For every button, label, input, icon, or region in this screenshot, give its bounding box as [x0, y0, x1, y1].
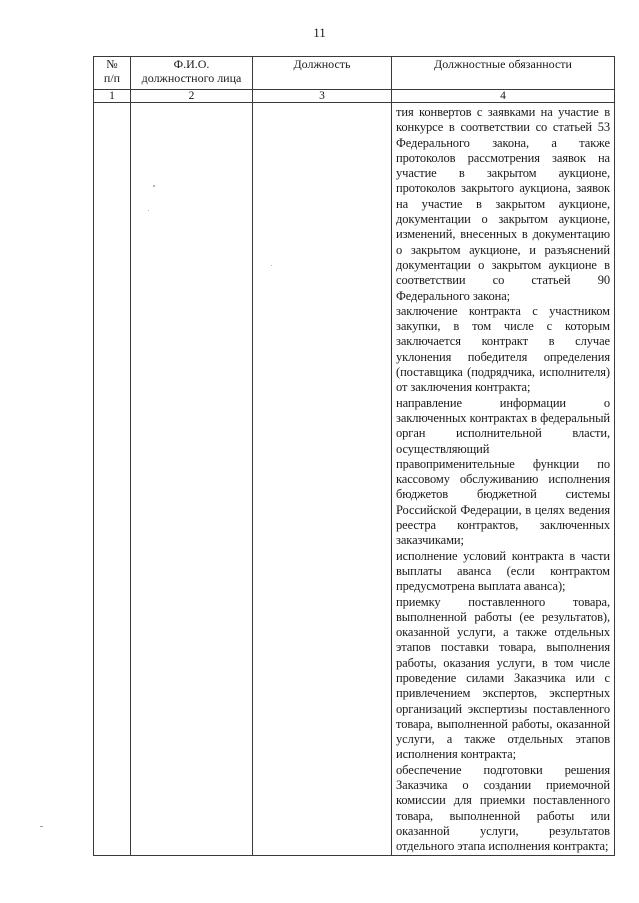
cell-position	[253, 103, 392, 856]
scan-speck	[271, 265, 272, 266]
header-position	[253, 57, 392, 90]
column-number-2: 2	[131, 90, 253, 103]
table-row	[94, 103, 615, 856]
header-label: Должность	[293, 57, 351, 71]
duty-item: заключение контракта с участником закупки, в том числе с которым заключается контракт в случае уклонения победителя определения (поставщика (подрядчика, исполнителя) от заключения контракта;	[396, 303, 610, 395]
duty-item: исполнение условий контракта в части выплаты аванса (если контрактом предусмотрена выплата аванса);	[396, 548, 610, 594]
duty-item: обеспечение подготовки решения Заказчика о создании приемочной комиссии для приемки поставленного товара, выполненной работы или оказанной услуги, результатов отдельного этапа исполнения контракта;	[396, 762, 610, 854]
page-number: 11	[313, 25, 326, 40]
header-label: Ф.И.О. должностного лица	[141, 57, 242, 85]
cell-full-name	[131, 103, 253, 856]
scan-speck	[148, 210, 149, 211]
scan-speck	[153, 185, 155, 187]
column-number-row	[94, 90, 615, 103]
duty-item: тия конвертов с заявками на участие в конкурсе в соответствии со статьей 53 Федерального закона, а также протоколов рассмотрения заявок на участие в закрытом аукционе, протоколов закрытого аукциона, заявок на участие в закрытом аукционе, документации о закрытом аукционе, изменений, внесенных в документацию о закрытом аукционе, и разъяснений документации о закрытом аукционе в соответствии со статьей 90 Федерального закона;	[396, 105, 610, 303]
cell-number	[94, 103, 131, 856]
column-number-4: 4	[392, 90, 615, 103]
cell-duties	[392, 103, 615, 856]
header-row	[94, 57, 615, 90]
column-number-1: 1	[94, 90, 131, 103]
header-number	[94, 57, 131, 90]
duty-item: направление информации о заключенных контрактах в федеральный орган исполнительной власти, осуществляющий правоприменительные функции по кассовому обслуживанию исполнения бюджетов бюджетной системы Российской Федерации, в целях ведения реестра контрактов, заключенных заказчиками;	[396, 395, 610, 548]
header-duties	[392, 57, 615, 90]
duties-table	[93, 56, 615, 856]
column-number-3: 3	[253, 90, 392, 103]
header-label: Должностные обязанности	[434, 57, 572, 71]
header-full-name	[131, 57, 253, 90]
scan-speck	[40, 826, 43, 827]
header-label: № п/п	[103, 57, 121, 85]
duty-item: приемку поставленного товара, выполненной работы (ее результатов), оказанной услуги, а также отдельных этапов поставки товара, выполнения работы, оказания услуги, в том числе проведение силами Заказчика или с привлечением экспертов, экспертных организаций экспертизы поставленного товара, выполненной работы, оказанной услуги, а также отдельных этапов исполнения контракта;	[396, 594, 610, 762]
